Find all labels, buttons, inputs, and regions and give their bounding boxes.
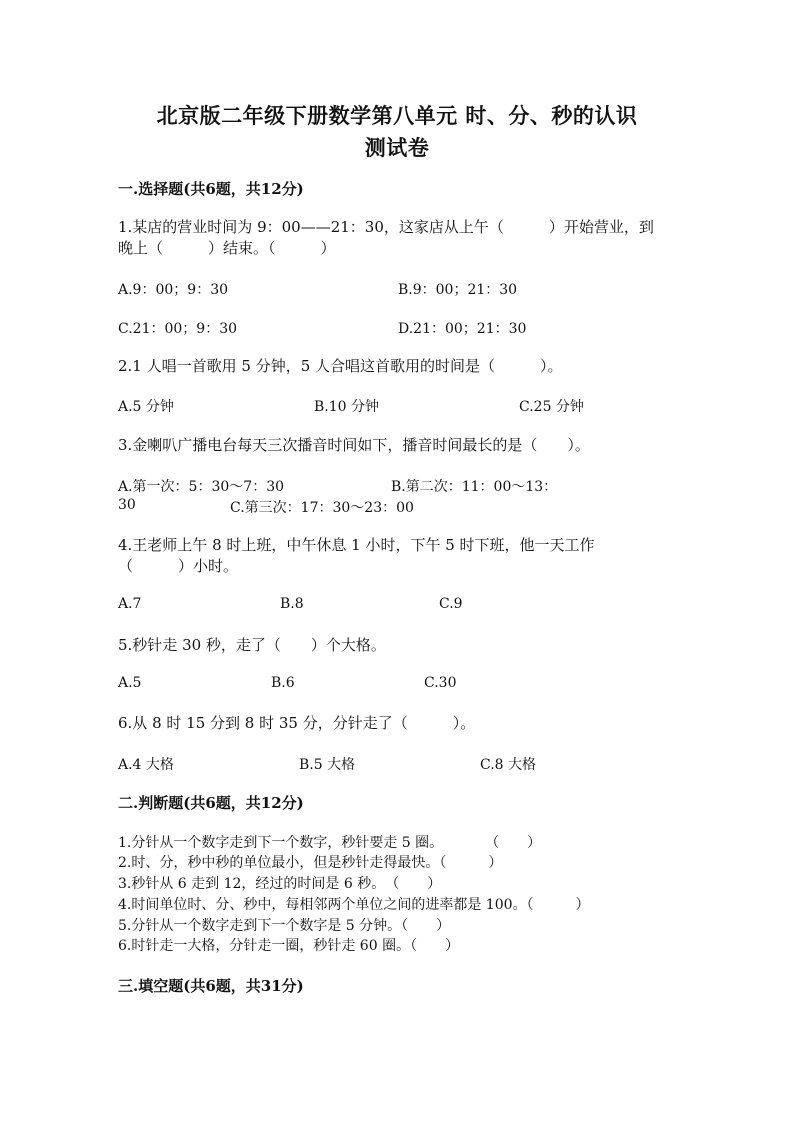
q5-option-b: B.6 [271,675,295,691]
q3-option-c: C.第三次：17：30～23：00 [230,500,414,516]
q5-option-a: A.5 [118,675,142,691]
q4-option-b: B.8 [280,596,304,612]
judge-item-1: 1.分针从一个数字走到下一个数字，秒针要走 5 圈。 （ ） [118,835,542,851]
q3-option-b: B.第二次：11：00～13： [391,479,558,495]
q4-option-c: C.9 [439,596,463,612]
q1-option-c: C.21：00；9：30 [118,321,238,337]
judge-item-4: 4.时间单位时、分、秒中，每相邻两个单位之间的进率都是 100。（ ） [118,897,590,913]
q4-option-a: A.7 [118,596,142,612]
judge-item-6: 6.时针走一大格，分针走一圈，秒针走 60 圈。（ ） [118,938,460,954]
q3-option-b-continued: 30 [118,497,136,513]
section3-heading: 三.填空题(共6题，共31分) [118,977,304,995]
q1-line1: 1.某店的营业时间为 9：00——21：30，这家店从上午（ ）开始营业，到 [118,218,654,236]
exam-title-line1: 北京版二年级下册数学第八单元 时、分、秒的认识 [156,103,638,128]
q3-text: 3.金喇叭广播电台每天三次播音时间如下，播音时间最长的是（ ）。 [118,436,590,454]
q2-option-c: C.25 分钟 [519,399,584,415]
judge-item-5: 5.分针从一个数字走到下一个数字是 5 分钟。（ ） [118,918,451,934]
q2-option-a: A.5 分钟 [118,399,174,415]
section1-heading: 一.选择题(共6题，共12分) [118,180,304,198]
q6-text: 6.从 8 时 15 分到 8 时 35 分，分针走了（ ）。 [118,714,476,732]
section2-heading: 二.判断题(共6题，共12分) [118,794,304,812]
q4-line1: 4.王老师上午 8 时上班，中午休息 1 小时，下午 5 时下班，他一天工作 [118,536,595,554]
q6-option-b: B.5 大格 [299,757,356,773]
q2-option-b: B.10 分钟 [314,399,380,415]
q4-line2: （ ）小时。 [118,557,239,575]
q3-option-a: A.第一次：5：30～7：30 [118,479,285,495]
exam-title-line2: 测试卷 [364,135,430,160]
q2-text: 2.1 人唱一首歌用 5 分钟，5 人合唱这首歌用的时间是（ ）。 [118,357,563,375]
q1-option-a: A.9：00；9：30 [118,282,229,298]
q6-option-a: A.4 大格 [118,757,174,773]
judge-item-3: 3.秒针从 6 走到 12，经过的时间是 6 秒。 （ ） [118,876,442,892]
q1-option-b: B.9：00；21：30 [398,282,518,298]
q5-option-c: C.30 [424,675,457,691]
q1-option-d: D.21：00；21：30 [398,321,527,337]
q1-line2: 晚上（ ）结束。（ ） [118,239,336,257]
judge-item-2: 2.时、分，秒中秒的单位最小，但是秒针走得最快。（ ） [118,855,503,871]
q6-option-c: C.8 大格 [480,757,537,773]
q5-text: 5.秒针走 30 秒，走了（ ）个大格。 [118,636,386,654]
